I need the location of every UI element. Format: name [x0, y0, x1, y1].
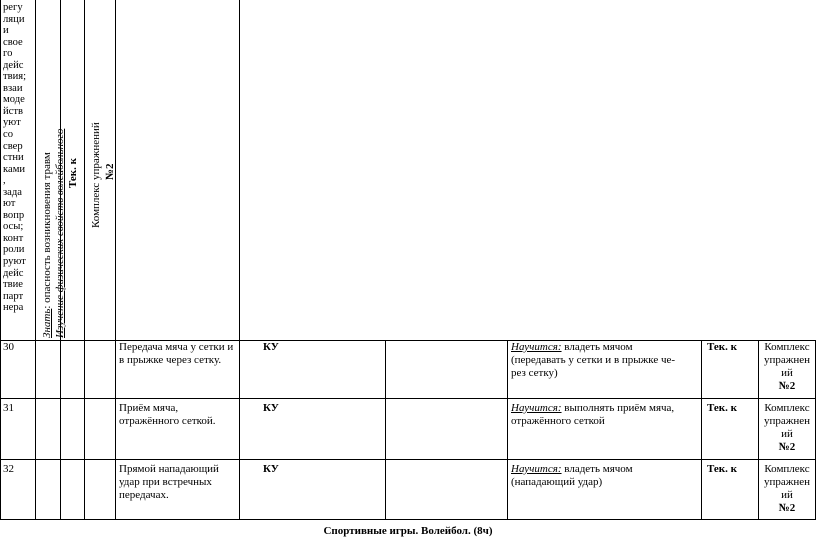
learning-outcome-line: отражённого сеткой [511, 415, 605, 427]
section-title: Спортивные игры. Волейбол. (8ч) [323, 525, 493, 537]
skills-text-line: йств [3, 105, 24, 117]
skills-text-line: парт [3, 290, 24, 302]
homework-line: ий [781, 489, 793, 501]
column-divider [115, 0, 116, 520]
homework-cell-top [90, 122, 103, 228]
learning-outcome-line: (передавать у сетки и в прыжке че- [511, 354, 676, 366]
skills-text-line: твие [3, 279, 24, 291]
knowledge-text: : опасность возникновения травм [41, 152, 53, 309]
column-divider [507, 340, 508, 520]
knowledge-prefix: Знать [41, 308, 53, 338]
knowledge-cell [41, 152, 54, 338]
lesson-type: КУ [263, 341, 279, 353]
lesson-topic-line: Приём мяча, [119, 402, 179, 414]
column-divider [35, 0, 36, 520]
skills-text-line: дейс [3, 267, 24, 279]
learning-outcome-line: (нападающий удар) [511, 476, 603, 488]
column-divider [84, 0, 85, 520]
skills-text-line: ками [3, 163, 26, 175]
control-cell-top [67, 158, 80, 188]
column-divider [239, 340, 240, 520]
row-divider [0, 398, 816, 399]
skills-text-line: взаи [3, 82, 23, 94]
homework-line-1: Комплекс упражнений [90, 122, 102, 228]
homework-number: №2 [778, 502, 796, 514]
homework-line: ий [781, 428, 793, 440]
skills-text-line: свер [3, 140, 23, 152]
skills-text-line: со [3, 129, 13, 141]
skills-text-line: вопр [3, 209, 25, 221]
table-border-left [0, 0, 1, 520]
homework-line: Комплекс [764, 402, 810, 414]
lesson-number: 30 [3, 341, 14, 353]
lesson-topic-line: отражённого сеткой. [119, 415, 216, 427]
homework-line: упражнен [763, 476, 811, 488]
lesson-topic-line: Передача мяча у сетки и [119, 341, 234, 353]
table-border-bottom [0, 519, 816, 520]
lesson-type: КУ [263, 402, 279, 414]
skills-text-line: моде [3, 94, 25, 106]
control-type: Тек. к [707, 341, 737, 353]
control-type: Тек. к [707, 463, 737, 475]
skills-text-line: конт [3, 232, 24, 244]
skills-text-line: твия; [3, 71, 27, 83]
homework-number-top [104, 163, 117, 180]
skills-text-line: осы; [3, 221, 24, 233]
skills-cell [3, 2, 33, 340]
skills-text-line: регу [3, 2, 23, 13]
lesson-topic-line: Прямой нападающий [119, 463, 219, 475]
homework-line-2: №2 [104, 163, 116, 180]
learning-outcome [511, 341, 633, 354]
learning-outcome [511, 402, 674, 415]
skills-text-line: стни [3, 152, 24, 164]
outcome-prefix: Научится: [511, 402, 562, 414]
lesson-topic-line: передачах. [119, 489, 169, 501]
lesson-number: 31 [3, 402, 14, 414]
control-text: Тек. к [67, 158, 79, 188]
skills-text-line: ляци [3, 13, 25, 25]
lesson-number: 32 [3, 463, 14, 475]
knowledge-second-line-text: Изучение физических свойств волейбольного [54, 128, 66, 338]
outcome-prefix: Научится: [511, 341, 562, 353]
outcome-prefix: Научится: [511, 463, 562, 475]
homework-number: №2 [778, 441, 796, 453]
homework-number: №2 [778, 380, 796, 392]
homework-line: Комплекс [764, 463, 810, 475]
knowledge-second-line [54, 128, 66, 338]
lesson-type: КУ [263, 463, 279, 475]
homework-line: упражнен [763, 415, 811, 427]
homework-line: ий [781, 367, 793, 379]
skills-text-line: зада [3, 186, 22, 198]
outcome-text: выполнять приём мяча, [561, 402, 675, 414]
skills-text-line: , [3, 175, 6, 187]
row-divider [0, 459, 816, 460]
skills-text-line: го [3, 48, 13, 60]
lesson-topic-line: удар при встречных [119, 476, 212, 488]
column-divider [385, 340, 386, 520]
skills-text-line: нера [3, 302, 24, 314]
skills-text-line: уют [3, 117, 21, 129]
lesson-topic-line: в прыжке через сетку. [119, 354, 222, 366]
control-type: Тек. к [707, 402, 737, 414]
column-divider [239, 0, 240, 340]
skills-text-line: свое [3, 36, 23, 48]
learning-outcome [511, 463, 633, 476]
skills-text-line: ют [3, 198, 16, 210]
homework-line: упражнен [763, 354, 811, 366]
outcome-text: владеть мячом [561, 341, 633, 353]
skills-text-line: роли [3, 244, 25, 256]
skills-text-line: руют [3, 256, 26, 268]
outcome-text: владеть мячом [561, 463, 633, 475]
skills-text-line: дейс [3, 59, 24, 71]
learning-outcome-line: рез сетку) [511, 367, 558, 379]
homework-line: Комплекс [764, 341, 810, 353]
column-divider [701, 340, 702, 520]
skills-text-line: и [3, 25, 9, 37]
